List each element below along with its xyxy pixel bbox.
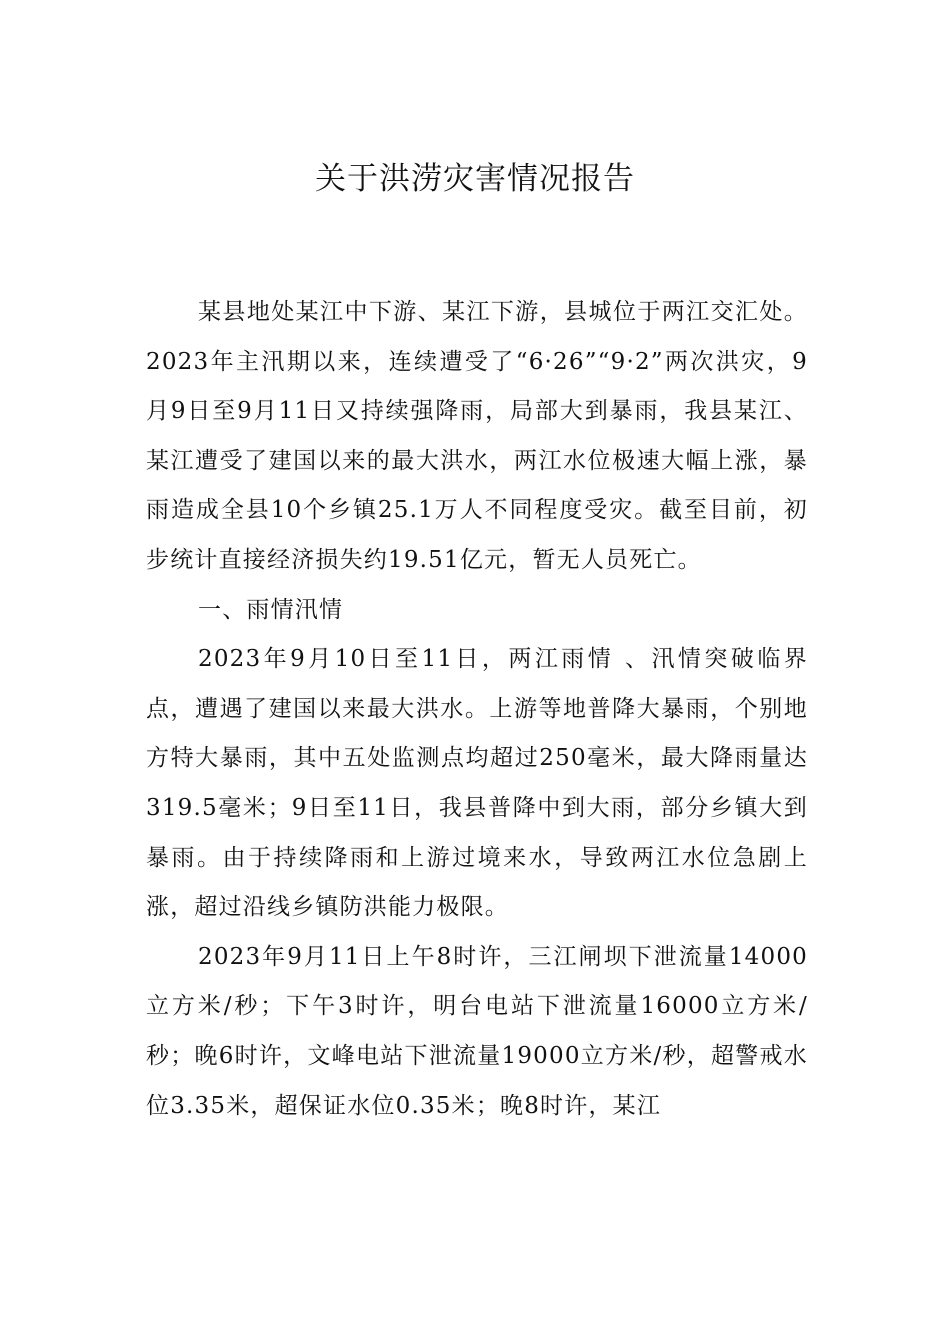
section-paragraph-discharge: 2023年9月11日上午8时许，三江闸坝下泄流量14000立方米/秒；下午3时许，明台电站下泄流量16000立方米/秒；晚6时许，文峰电站下泄流量19000立方米/秒，超警戒水位3.35米，超保证水位0.35米；晚8时许，某江 <box>146 943 808 1119</box>
document-body <box>146 288 808 1131</box>
section-heading-rain-flood: 一、雨情汛情 <box>198 596 344 623</box>
intro-paragraph: 某县地处某江中下游、某江下游，县城位于两江交汇处。2023年主汛期以来，连续遭受了“6·26”“9·2”两次洪灾，9月9日至9月11日又持续强降雨，局部大到暴雨，我县某江、某江遭受了建国以来的最大洪水，两江水位极速大幅上涨，暴雨造成全县10个乡镇25.1万人不同程度受灾。截至目前，初步统计直接经济损失约19.51亿元，暂无人员死亡。 <box>146 299 808 573</box>
section-paragraph-rainfall: 2023年9月10日至11日，两江雨情 、汛情突破临界点，遭遇了建国以来最大洪水。上游等地普降大暴雨，个别地方特大暴雨，其中五处监测点均超过250毫米，最大降雨量达319.5毫米；9日至11日，我县普降中到大雨，部分乡镇大到暴雨。由于持续降雨和上游过境来水，导致两江水位急剧上涨，超过沿线乡镇防洪能力极限。 <box>146 646 808 921</box>
document-title: 关于洪涝灾害情况报告 <box>315 161 635 197</box>
